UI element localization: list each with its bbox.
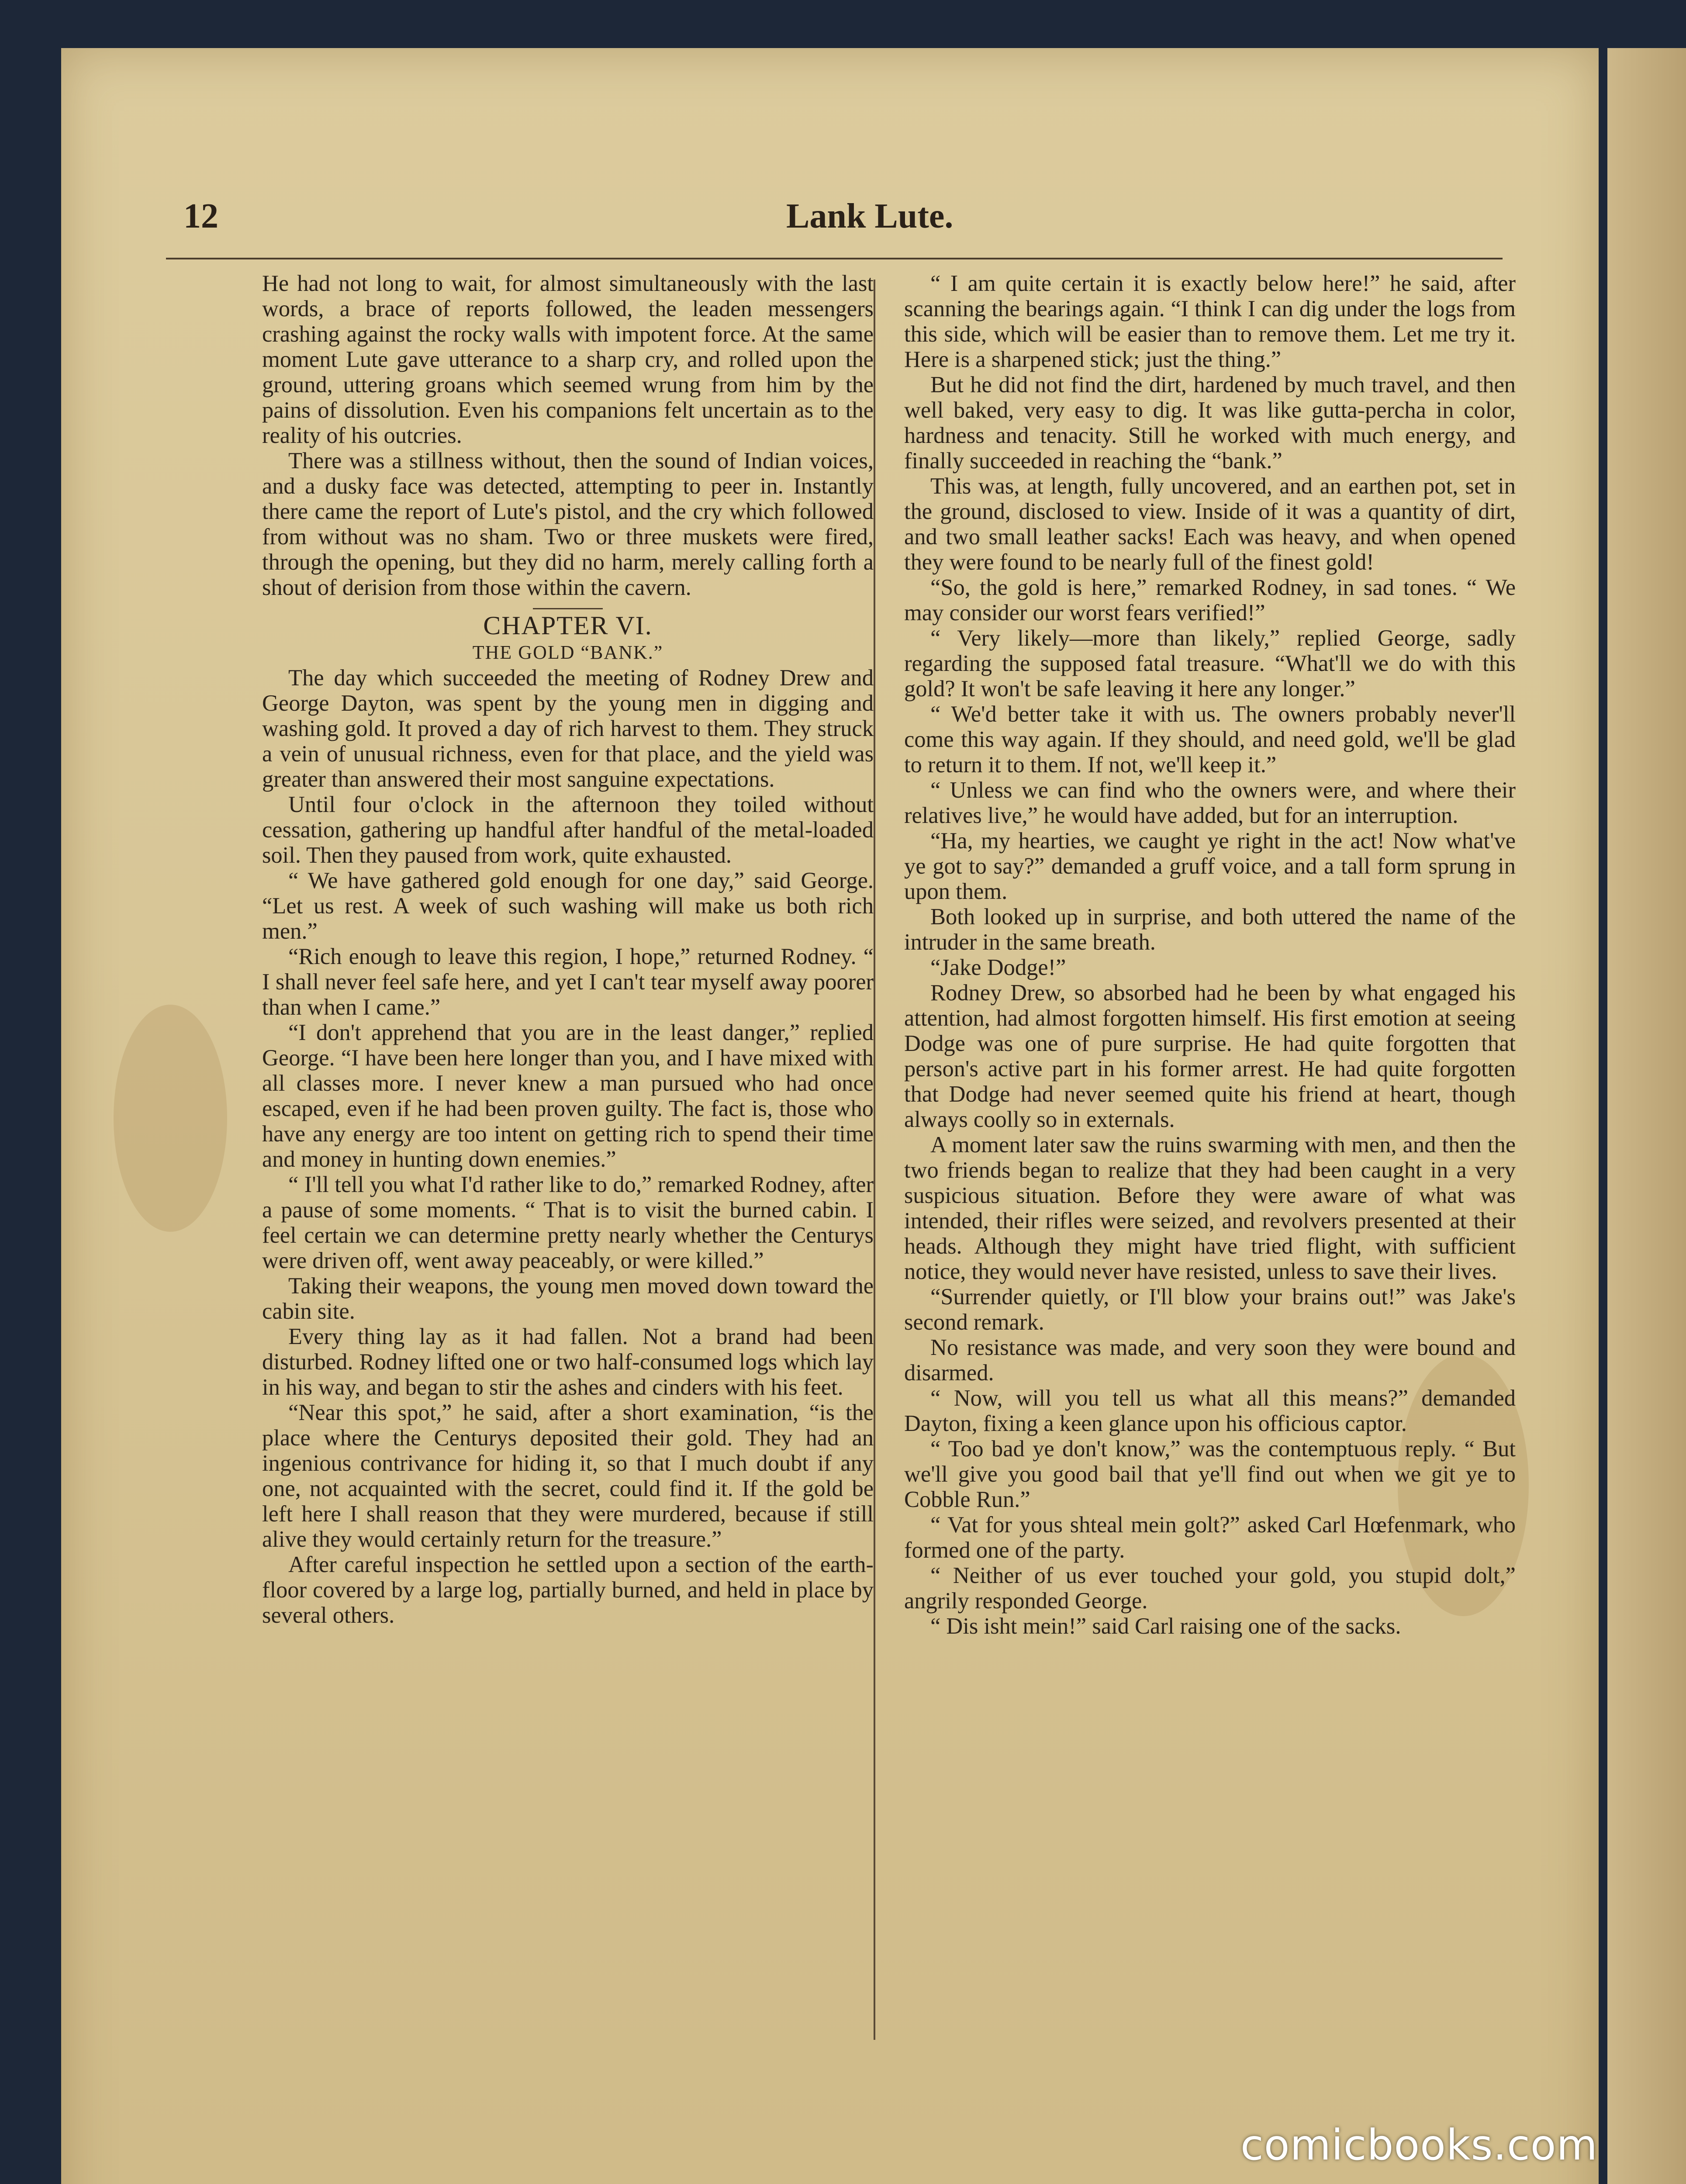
paragraph: “Rich enough to leave this region, I hope,” returned Rodney. “ I shall never feel safe here, and yet I can't tear myself away poorer than when I came.” — [262, 944, 874, 1020]
page-number: 12 — [183, 197, 218, 235]
paragraph: Taking their weapons, the young men moved down toward the cabin site. — [262, 1273, 874, 1324]
paragraph: “ I am quite certain it is exactly below here!” he said, after scanning the bearings again. “I think I can dig under the logs from this side, which will be easier than to remove them. Let me try it. Here is a sharpened stick; just the thing.” — [904, 271, 1516, 372]
right-column — [904, 271, 1516, 2084]
paragraph: Both looked up in surprise, and both uttered the name of the intruder in the same breath. — [904, 904, 1516, 955]
paragraph: But he did not find the dirt, hardened by much travel, and then well baked, very easy to dig. It was like gutta-percha in color, hardness and tenacity. Still he worked with much energy, and finally succeeded in reaching the “bank.” — [904, 372, 1516, 473]
paragraph: “ Dis isht mein!” said Carl raising one of the sacks. — [930, 1614, 1401, 1639]
paragraph: “ Vat for yous shteal mein golt?” asked Carl Hœfenmark, who formed one of the party. — [904, 1512, 1516, 1563]
paragraph: “ Very likely—more than likely,” replied George, sadly regarding the supposed fatal treasure. “What'll we do with this gold? It won't be safe leaving it here any longer.” — [904, 625, 1516, 702]
paragraph: This was, at length, fully uncovered, and an earthen pot, set in the ground, disclosed to view. Inside of it was a quantity of dirt, and two small leather sacks! Each was heavy, and when opened they were found to be nearly full of the finest gold! — [904, 473, 1516, 575]
paragraph: “ Unless we can find who the owners were, and where their relatives live,” he would have added, but for an interruption. — [904, 778, 1516, 828]
paragraph: “ Neither of us ever touched your gold, you stupid dolt,” angrily responded George. — [904, 1563, 1516, 1614]
paragraph: “ We have gathered gold enough for one day,” said George. “Let us rest. A week of such washing will make us both rich men.” — [262, 868, 874, 944]
paragraph: “ I'll tell you what I'd rather like to do,” remarked Rodney, after a pause of some moments. “ That is to visit the burned cabin. I feel certain we can determine pretty nearly whether the Centurys were driven off, went away peaceably, or were killed.” — [262, 1172, 874, 1273]
paragraph: After careful inspection he settled upon a section of the earth-floor covered by a large log, partially burned, and held in place by several others. — [262, 1552, 874, 1628]
header-rule — [166, 258, 1503, 259]
paragraph: No resistance was made, and very soon they were bound and disarmed. — [904, 1335, 1516, 1386]
paragraph: “Ha, my hearties, we caught ye right in the act! Now what've ye got to say?” demanded a gruff voice, and a tall form sprung in upon them. — [904, 828, 1516, 904]
paragraph: The day which succeeded the meeting of Rodney Drew and George Dayton, was spent by the young men in digging and washing gold. It proved a day of rich harvest to them. They struck a vein of unusual richness, even for that place, and the yield was greater than answered their most sanguine expectations. — [262, 665, 874, 792]
paragraph: “So, the gold is here,” remarked Rodney, in sad tones. “ We may consider our worst fears verified!” — [904, 575, 1516, 625]
paragraph: “I don't apprehend that you are in the least danger,” replied George. “I have been here longer than you, and I have mixed with all classes more. I never knew a man pursued who had once escaped, even if he had been proven guilty. The fact is, those who have any energy are too intent on getting rich to spend their time and money in hunting down enemies.” — [262, 1020, 874, 1172]
running-title: Lank Lute. — [786, 197, 954, 235]
paragraph: Rodney Drew, so absorbed had he been by what engaged his attention, had almost forgotten himself. His first emotion at seeing Dodge was one of pure surprise. He had quite forgotten that person's active part in his former arrest. He had quite forgotten that Dodge had never seemed quite his friend at heart, though always coolly so in externals. — [904, 980, 1516, 1132]
page-header — [183, 197, 1494, 258]
paragraph: “ Too bad ye don't know,” was the contemptuous reply. “ But we'll give you good bail that ye'll find out when we git ye to Cobble Run.” — [904, 1436, 1516, 1512]
left-column — [262, 271, 874, 2084]
paragraph: “ Now, will you tell us what all this means?” demanded Dayton, fixing a keen glance upon his officious captor. — [904, 1386, 1516, 1436]
paragraph: There was a stillness without, then the sound of Indian voices, and a dusky face was detected, attempting to peer in. Instantly there came the report of Lute's pistol, and the cry which followed from without was no sham. Two or three muskets were fired, through the opening, but they did no harm, merely calling forth a shout of derision from those within the cavern. — [262, 448, 874, 600]
paragraph: “Near this spot,” he said, after a short examination, “is the place where the Centurys deposited their gold. They had an ingenious contrivance for hiding it, so that I much doubt if any one, not acquainted with the secret, could find it. If the gold be left here I shall reason that they were murdered, because if still alive they would certainly return for the treasure.” — [262, 1400, 874, 1552]
paragraph: A moment later saw the ruins swarming with men, and then the two friends began to realize that they had been caught in a very suspicious situation. Before they were aware of what was intended, their rifles were seized, and revolvers presented at their heads. Although they might have tried flight, with sufficient notice, they would never have resisted, unless to save their lives. — [904, 1132, 1516, 1284]
paragraph: Until four o'clock in the afternoon they toiled without cessation, gathering up handful after handful of the metal-loaded soil. Then they paused from work, quite exhausted. — [262, 792, 874, 868]
paragraph: “ We'd better take it with us. The owners probably never'll come this way again. If they should, and need gold, we'll be glad to return it to them. If not, we'll keep it.” — [904, 702, 1516, 778]
next-page-edge — [1607, 48, 1686, 2184]
paragraph: “Jake Dodge!” — [930, 955, 1066, 980]
paper-stain — [114, 1005, 227, 1232]
column-divider — [874, 280, 875, 2040]
paragraph: He had not long to wait, for almost simultaneously with the last words, a brace of reports followed, the leaden messengers crashing against the rocky walls with impotent force. At the same moment Lute gave utterance to a sharp cry, and rolled upon the ground, uttering groans which seemed wrung from him by the pains of dissolution. Even his companions felt uncertain as to the reality of his outcries. — [262, 271, 874, 448]
chapter-rule — [533, 608, 603, 609]
chapter-title: CHAPTER VI. — [483, 611, 653, 640]
watermark-text: comicbooks.com — [1240, 2121, 1598, 2170]
paragraph: Every thing lay as it had fallen. Not a brand had been disturbed. Rodney lifted one or two half-consumed logs which lay in his way, and began to stir the ashes and cinders with his feet. — [262, 1324, 874, 1400]
chapter-subtitle: THE GOLD “BANK.” — [472, 642, 663, 663]
paragraph: “Surrender quietly, or I'll blow your brains out!” was Jake's second remark. — [904, 1284, 1516, 1335]
